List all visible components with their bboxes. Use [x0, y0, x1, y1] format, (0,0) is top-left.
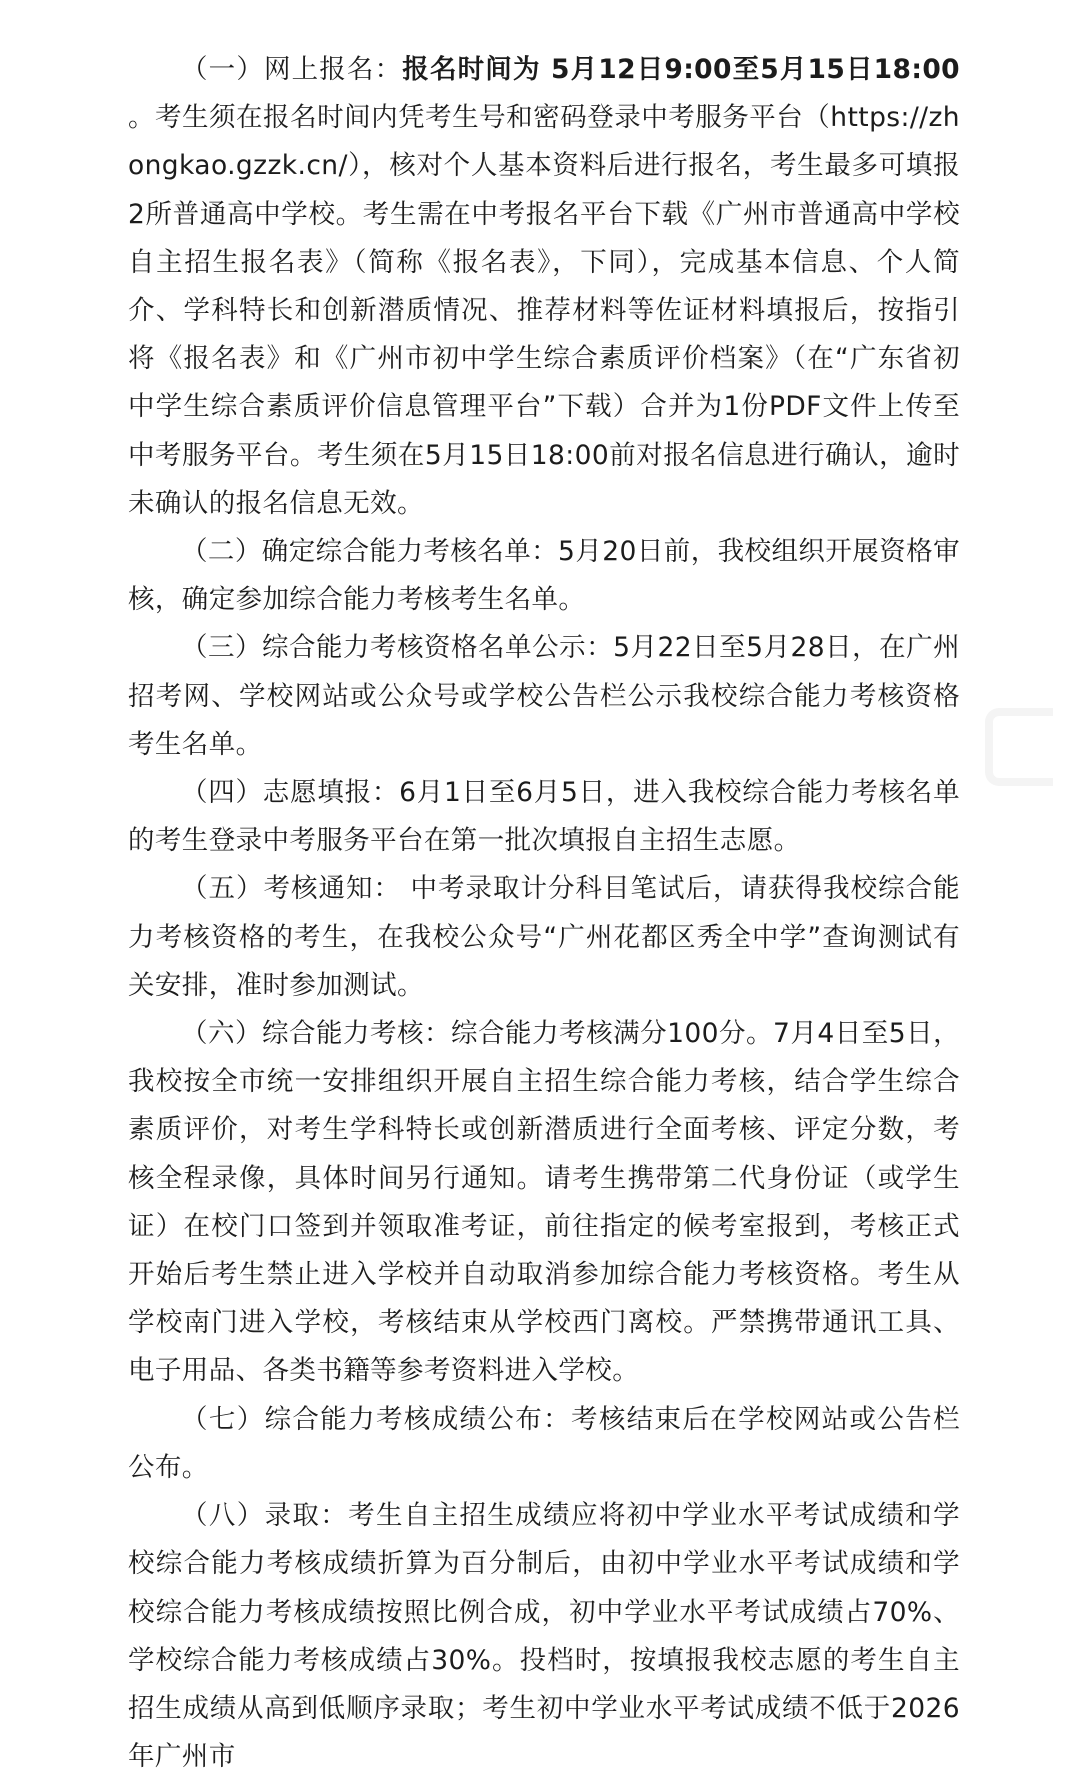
section-5-assessment-notice: （五）考核通知： 中考录取计分科目笔试后，请获得我校综合能力考核资格的考生，在我校公众号“广州花都区秀全中学”查询测试有关安排，准时参加测试。	[128, 873, 960, 1001]
section-8-admission: （八）录取：考生自主招生成绩应将初中学业水平考试成绩和学校综合能力考核成绩折算为百分制后，由初中学业水平考试成绩和学校综合能力考核成绩按照比例合成，初中学业水平考试成绩占70%、学校综合能力考核成绩占30%。投档时，按填报我校志愿的考生自主招生成绩从高到低顺序录取；考生初中学业水平考试成绩不低于2026年广州市	[128, 1500, 960, 1773]
section-1-text: 。考生须在报名时间内凭考生号和密码登录中考服务平台（https://zhongkao.gzzk.cn/），核对个人基本资料后进行报名，考生最多可填报2所普通高中学校。考生需在中考报名平台下载《广州市普通高中学校自主招生报名表》（简称《报名表》，下同），完成基本信息、个人简介、学科特长和创新潜质情况、推荐材料等佐证材料填报后，按指引将《报名表》和《广州市初中学生综合素质评价档案》（在“广东省初中学生综合素质评价信息管理平台”下载）合并为1份PDF文件上传至中考服务平台。考生须在5月15日18:00前对报名信息进行确认，逾时未确认的报名信息无效。	[128, 102, 960, 519]
faint-bracket-mark	[985, 708, 1053, 786]
section-4-application-filling: （四）志愿填报：6月1日至6月5日，进入我校综合能力考核名单的考生登录中考服务平台在第一批次填报自主招生志愿。	[128, 777, 960, 857]
section-1-registration-time: 报名时间为 5月12日9:00至5月15日18:00	[402, 54, 960, 85]
section-6-comprehensive-assessment: （六）综合能力考核：综合能力考核满分100分。7月4日至5日，我校按全市统一安排组织开展自主招生综合能力考核，结合学生综合素质评价，对考生学科特长或创新潜质进行全面考核、评定分数，考核全程录像，具体时间另行通知。请考生携带第二代身份证（或学生证）在校门口签到并领取准考证，前往指定的候考室报到，考核正式开始后考生禁止进入学校并自动取消参加综合能力考核资格。考生从学校南门进入学校，考核结束从学校西门离校。严禁携带通讯工具、电子用品、各类书籍等参考资料进入学校。	[128, 1018, 960, 1387]
section-1-online-registration	[128, 46, 960, 528]
section-7-score-announcement: （七）综合能力考核成绩公布：考核结束后在学校网站或公告栏公布。	[128, 1403, 960, 1483]
section-1-label: （一）网上报名：	[181, 54, 403, 85]
document-body	[128, 46, 960, 1781]
section-3-list-publicity: （三）综合能力考核资格名单公示：5月22日至5月28日，在广州招考网、学校网站或公众号或学校公告栏公示我校综合能力考核资格考生名单。	[128, 632, 960, 760]
section-2-assessment-list: （二）确定综合能力考核名单：5月20日前，我校组织开展资格审核，确定参加综合能力考核考生名单。	[128, 536, 960, 616]
